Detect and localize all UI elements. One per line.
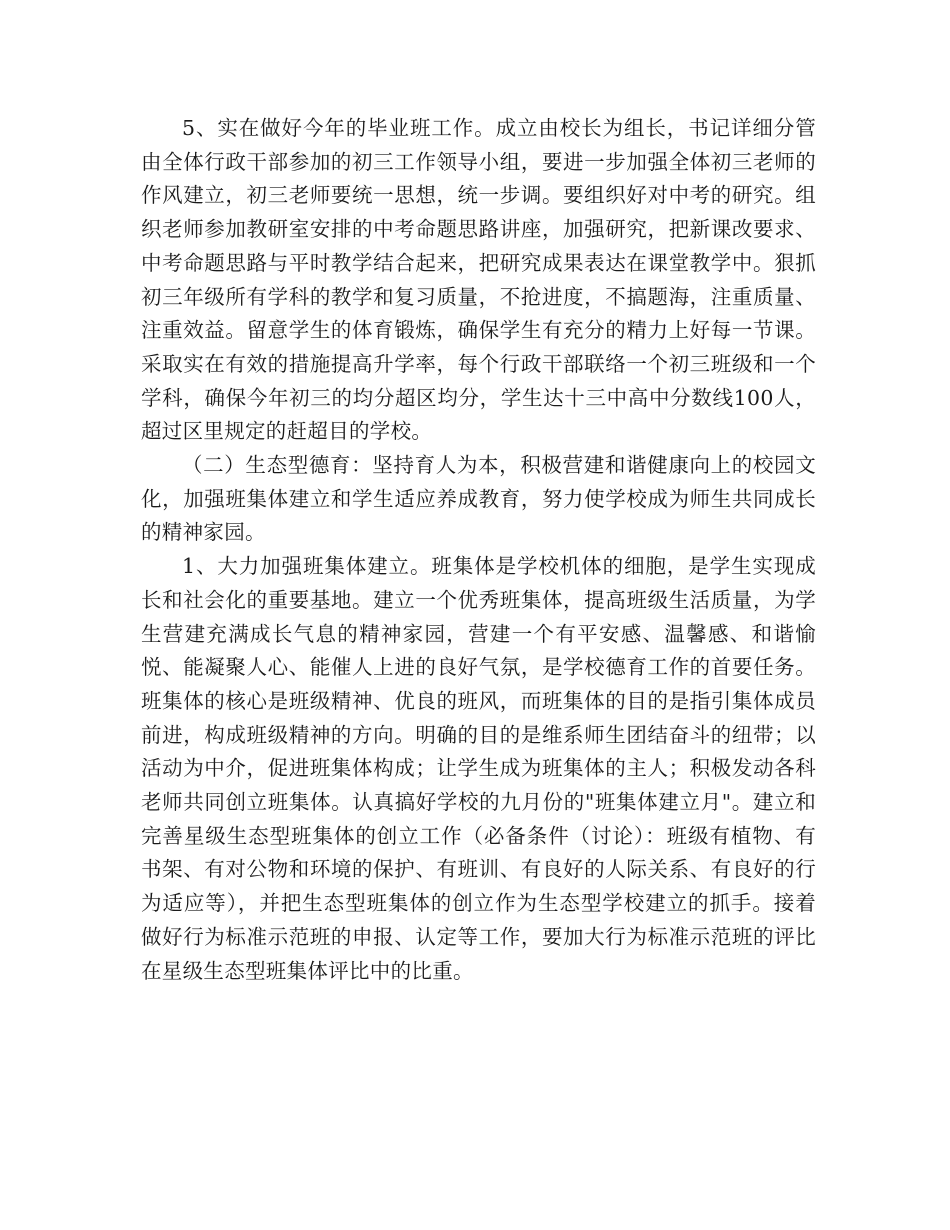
document-body bbox=[141, 112, 816, 988]
paragraph-ecological-moral-education: （二）生态型德育：坚持育人为本，积极营建和谐健康向上的校园文化，加强班集体建立和学生适应养成教育，努力使学校成为师生共同成长的精神家园。 bbox=[141, 453, 816, 545]
paragraph-graduating-class-work: 5、实在做好今年的毕业班工作。成立由校长为组长，书记详细分管由全体行政干部参加的初三工作领导小组，要进一步加强全体初三老师的作风建立，初三老师要统一思想，统一步调。要组织好对中考的研究。组织老师参加教研室安排的中考命题思路讲座，加强研究，把新课改要求、中考命题思路与平时教学结合起来，把研究成果表达在课堂教学中。狠抓初三年级所有学科的教学和复习质量，不抢进度，不搞题海，注重质量、注重效益。留意学生的体育锻炼，确保学生有充分的精力上好每一节课。采取实在有效的措施提高升学率，每个行政干部联络一个初三班级和一个学科，确保今年初三的均分超区均分，学生达十三中高中分数线100人，超过区里规定的赶超目的学校。 bbox=[141, 116, 816, 444]
paragraph-class-collective-building: 1、大力加强班集体建立。班集体是学校机体的细胞，是学生实现成长和社会化的重要基地。建立一个优秀班集体，提高班级生活质量，为学生营建充满成长气息的精神家园，营建一个有平安感、温馨感、和谐愉悦、能凝聚人心、能催人上进的良好气氛，是学校德育工作的首要任务。班集体的核心是班级精神、优良的班风，而班集体的目的是指引集体成员前进，构成班级精神的方向。明确的目的是维系师生团结奋斗的纽带；以活动为中介，促进班集体构成；让学生成为班集体的主人；积极发动各科老师共同创立班集体。认真搞好学校的九月份的"班集体建立月"。建立和完善星级生态型班集体的创立工作（必备条件（讨论）：班级有植物、有书架、有对公物和环境的保护、有班训、有良好的人际关系、有良好的行为适应等），并把生态型班集体的创立作为生态型学校建立的抓手。接着做好行为标准示范班的申报、认定等工作，要加大行为标准示范班的评比在星级生态型班集体评比中的比重。 bbox=[141, 554, 816, 983]
